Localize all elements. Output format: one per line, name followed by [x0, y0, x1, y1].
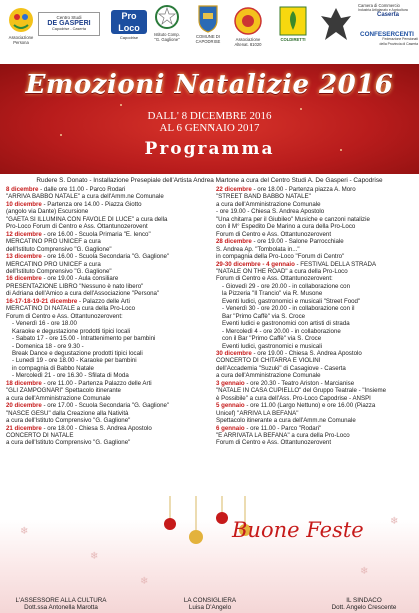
event-text: "E ARRIVATA LA BEFANA" a cura della Pro-Loco [216, 431, 350, 439]
istituto-line-1: Istituto Comp. [154, 32, 180, 37]
event-text: MERCATINO PRO UNICEF a cura [6, 238, 101, 246]
program-line [216, 186, 416, 193]
event-text: Eventi ludici e gastronomici con artisti di strada [222, 320, 350, 328]
signature-consigliera [160, 597, 260, 611]
event-text: - dalle ore 11.00 - Parco Rodari [38, 186, 126, 193]
program-line [6, 305, 206, 312]
eagle-emblem-icon [319, 4, 353, 44]
event-text: a cura dell'Amministrazione Comunale [6, 394, 111, 402]
program-line [6, 395, 206, 402]
comune-logo [190, 3, 226, 44]
program-line [216, 402, 416, 409]
event-date: 13 dicembre [6, 253, 42, 261]
event-text: con il M° Espedito De Marino a cura della Pro-Loco [216, 223, 356, 231]
event-date: 16-17-18-19-21 dicembre [6, 297, 78, 305]
program-line [216, 223, 416, 230]
sindaco-title: IL SINDACO [346, 597, 382, 604]
event-text: - ore 11.00 - Partenza Palazzo delle Arti [41, 379, 152, 387]
proloco-logo [111, 10, 147, 40]
event-text: dell'Accademia "Suzuki" di Casagiove - Caserta [216, 364, 346, 372]
event-text: - Mercoledì 4 - ore 20.00 - in collaborazione [222, 327, 341, 335]
program-line [216, 305, 416, 312]
program-line [6, 357, 206, 364]
event-date: 30 dicembre [216, 349, 252, 357]
persona-caption: Associazione Persona [8, 35, 34, 45]
event-date: 10 dicembre [6, 200, 42, 208]
consigliera-title: LA CONSIGLIERA [183, 597, 237, 604]
event-text: Eventi ludici, gastronomici e musicali "Street Food" [222, 297, 361, 305]
event-text: - ore 16.00 - Scuola Primaria "E. Ienco" [41, 230, 151, 238]
gasperi-line-2: DE GASPERI [47, 20, 91, 27]
programma-heading: Programma [144, 139, 275, 159]
event-text: Eventi ludici, gastronomici e musicali [222, 342, 322, 350]
event-text: a cura dell'Istituto Comprensivo "G. Gaglione" [6, 439, 131, 447]
program-line [216, 231, 416, 238]
program-line [216, 261, 416, 268]
event-text: - Domenica 18 - ore 9.30 - [12, 342, 84, 350]
program-line [216, 380, 416, 387]
event-date: 29-30 dicembre - 4 gennaio [216, 260, 295, 268]
program-line [216, 343, 416, 350]
event-text: - Venerdì 16 - ore 18.00 [12, 320, 77, 328]
program-line [216, 328, 416, 335]
event-title: Emozioni Natalizie 2016 [25, 70, 394, 100]
event-date: 20 dicembre [6, 402, 42, 410]
event-text: "Una chitarra per il Giubileo" Musiche e canzoni natalizie [216, 215, 370, 223]
event-text: Forum di Centro e Ass. Ottantunozerovent: [216, 275, 333, 283]
event-text: - ore 19.00 - Chiesa S. Andrea Apostolo [251, 349, 362, 357]
event-text: "GAETA SI ILLUMINA CON FAVOLE DI LUCE" a cura della [6, 215, 168, 223]
program-line [6, 320, 206, 327]
event-text: Bar "Primo Caffè" via S. Croce [222, 312, 306, 320]
event-date: 8 dicembre [6, 186, 39, 193]
intro-line: Rudere S. Donato - Installazione Presepiale dell'Artista Andrea Martone a cura del Centro Studi A. De Gasperi - Capodrise [36, 177, 383, 184]
event-text: a cura dell'Istituto Comprensivo "G. Gaglione" [6, 417, 131, 425]
program-column-right [216, 186, 416, 447]
program-line [216, 193, 416, 200]
event-text: CONCERTO DI NATALE [6, 431, 74, 439]
program-line [6, 216, 206, 223]
signature-sindaco [314, 597, 414, 611]
program-line [6, 223, 206, 230]
program-line [216, 253, 416, 260]
camera-line-2: Industria Artigianato e Agricoltura [358, 8, 408, 12]
date-end: AL 6 GENNAIO 2017 [159, 122, 260, 134]
altenat-icon [233, 6, 263, 36]
event-text: - Venerdì 30 - ore 20.00 - in collaborazione con il [222, 305, 355, 313]
event-text: dell'Istituto Comprensivo "G. Gaglione" [6, 267, 112, 275]
event-text: - ore 18.00 - Partenza piazza A. Moro [251, 186, 356, 193]
program-line [216, 238, 416, 245]
title-banner [0, 64, 419, 174]
program-line [6, 261, 206, 268]
program-line [6, 283, 206, 290]
event-text: - Palazzo delle Arti [77, 297, 130, 305]
program-line [6, 290, 206, 297]
program-line [216, 313, 416, 320]
coldiretti-logo [276, 6, 310, 42]
event-text: Forum di Centro e Ass. Ottantunozerovent [216, 230, 332, 238]
camera-line-1: Camera di Commercio [358, 3, 400, 8]
eagle-logo [318, 4, 354, 44]
event-text: "ARRIVA BABBO NATALE" a cura dell'Amm.ne Comunale [6, 193, 164, 201]
coldiretti-caption: COLDIRETTI [280, 37, 306, 42]
italy-emblem-icon [155, 3, 179, 31]
event-text: Pro-Loco Forum di Centro e Ass. Ottantunozerovent [6, 223, 148, 231]
confesercenti-sub-1: Federazione Pensionati [382, 37, 418, 41]
program-line [216, 417, 416, 424]
program-line [216, 425, 416, 432]
event-date: 22 dicembre [216, 186, 252, 193]
program-line [216, 439, 416, 446]
event-text: - ore 19.00 - Aula consiliare [41, 275, 119, 283]
event-text: Karaoke e degustazione prodotti tipici locali [12, 327, 131, 335]
istituto-logo [150, 3, 184, 42]
program-line [6, 246, 206, 253]
program-line [216, 290, 416, 297]
program-line [6, 238, 206, 245]
gasperi-line-3: Capodrise - Caserta [52, 27, 86, 31]
event-text: - ore 11.00 (Largo Nettuno) e ore 16.00 (Piazza [244, 402, 376, 410]
consigliera-name: Luisa D'Angelo [188, 604, 232, 611]
event-text: "NATALE ON THE ROAD" a cura della Pro-Loco [216, 267, 348, 275]
event-date: 21 dicembre [6, 424, 42, 432]
assessore-name: Dott.ssa Antonella Marotta [24, 604, 98, 611]
event-dates [0, 110, 419, 134]
event-text: in compagnia di Babbo Natale [12, 364, 94, 372]
program-line [216, 283, 416, 290]
event-text: - FESTIVAL DELLA STRADA [294, 260, 377, 268]
buone-feste: Buone Feste [232, 518, 364, 542]
event-text: a cura dell'Amministrazione Comunale [216, 372, 321, 380]
event-text: CONCERTO DI CHITARRA E VIOLINI [216, 357, 321, 365]
program-line [216, 372, 416, 379]
event-text: - ore 16.00 - Scuola Secondaria "G. Gaglione" [41, 253, 170, 261]
program-column-left [6, 186, 206, 447]
program-line [216, 432, 416, 439]
program-line [6, 275, 206, 282]
program-line [6, 193, 206, 200]
event-text: Break Dance e degustazione prodotti tipici locali [12, 349, 143, 357]
event-text: Forum di Centro e Ass. Ottantunozerovent: [6, 312, 123, 320]
program-line [216, 387, 416, 394]
program-line [6, 268, 206, 275]
footer: ❄ ❄ ❄ ❄ ❄ Buone Feste L'ASSESSORE ALLA CULTURA Dott.ssa Antonella Marotta LA CONSIGLIERA Luisa D'Angelo IL SINDACO Dott. Angelo Crescente [0, 496, 419, 613]
event-text: - Partenza ore 14.00 - Piazza Giotto [41, 200, 142, 208]
event-text: Spettacolo itinerante a cura dell'Amm.ne Comunale [216, 417, 356, 425]
event-date: 28 dicembre [216, 238, 252, 246]
altenat-line-2: Altenat. 81020 [234, 42, 262, 47]
program-line [216, 246, 416, 253]
event-date: 5 gennaio [216, 402, 245, 410]
event-text: Forum di Centro e Ass. Ottantunozerovent [216, 439, 332, 447]
altenat-line-1: Associazione [235, 37, 261, 42]
program-line [6, 410, 206, 417]
program-line [216, 410, 416, 417]
event-text: a cura dell'Amministrazione Comunale [216, 200, 321, 208]
program-line [6, 387, 206, 394]
event-text: - Sabato 17 - ore 15.00 - Intrattenimento per bambini [12, 335, 156, 343]
program-line [6, 380, 206, 387]
program-line [6, 335, 206, 342]
program-line [6, 425, 206, 432]
event-text: MERCATINO PRO UNICEF a cura [6, 260, 101, 268]
event-text: - Lunedì 19 - ore 18.00 - Karaoke per bambini [12, 357, 137, 365]
program-line [6, 402, 206, 409]
program-line [216, 275, 416, 282]
event-text: PRESENTAZIONE LIBRO "Nessuno è nato libero" [6, 282, 144, 290]
program-line [6, 365, 206, 372]
event-text: S. Andrea Ap. "Tombolata in..." [216, 245, 300, 253]
confesercenti-text: CONFESERCENTI [360, 31, 414, 38]
gasperi-line-1: Centro Studi [56, 15, 82, 20]
program-line [6, 201, 206, 208]
event-text: "STREET BAND BABBO NATALE" [216, 193, 311, 201]
program-line [6, 186, 206, 193]
program-line [6, 372, 206, 379]
program-line [216, 320, 416, 327]
event-text: (angolo via Dante) Escursione [6, 208, 89, 216]
event-text: "GLI ZAMPOGNARI" Spettacolo itinerante [6, 387, 121, 395]
program-line [216, 357, 416, 364]
program-line [6, 439, 206, 446]
event-date: 18 dicembre [6, 379, 42, 387]
program-line [6, 313, 206, 320]
altenat-logo [230, 6, 266, 47]
event-text: è Possibile" a cura dell'Ass. Pro-Loco Capodrise - ANSPI [216, 394, 371, 402]
program-line [216, 335, 416, 342]
program-line [6, 208, 206, 215]
program-line [6, 343, 206, 350]
coldiretti-icon [279, 6, 307, 36]
sindaco-name: Dott. Angelo Crescente [331, 604, 397, 611]
camera-line-3: Caserta [376, 12, 399, 18]
event-date: 16 dicembre [6, 275, 42, 283]
event-text: "NASCE GESÙ" dalla Creazione alla Natività [6, 409, 129, 417]
event-text: - ore 19.00 - Salone Parrocchiale [251, 238, 344, 246]
program-line [216, 365, 416, 372]
event-text: la Pizzeria "Il Trancio" via R. Musone [222, 290, 323, 298]
event-text: - ore 11.00 - Parco "Rodari" [244, 424, 322, 432]
program-content [6, 186, 413, 496]
event-date: 3 gennaio [216, 379, 245, 387]
proloco-badge: Pro Loco [111, 10, 147, 34]
persona-icon [7, 6, 35, 34]
persona-logo [4, 6, 38, 45]
event-text: dell'Istituto Comprensivo "G. Gaglione" [6, 245, 112, 253]
program-line [6, 350, 206, 357]
event-text: in compagnia della Pro-Loco "Forum di Centro" [216, 253, 345, 261]
event-text: - Giovedì 29 - ore 20.00 - in collaborazione con [222, 282, 351, 290]
program-line [216, 216, 416, 223]
istituto-line-2: "G. Gaglione" [154, 37, 180, 42]
program-line [6, 328, 206, 335]
event-date: 6 gennaio [216, 424, 245, 432]
event-text: con il Bar "Primo Caffè" via S. Croce [222, 335, 322, 343]
event-text: MERCATINO DI NATALE a cura della Pro-Loco [6, 305, 135, 313]
event-text: "NATALE IN CASA CUPIELLO" del Gruppo Teatrale - "Insieme [216, 387, 387, 395]
event-text: - Mercoledì 21 - ore 16.30 - Sfilata di Moda [12, 372, 129, 380]
program-line [6, 432, 206, 439]
date-start: DALL' 8 DICEMBRE 2016 [147, 110, 272, 122]
event-text: di Adriana dell'Amico a cura dell'Associazione "Persona" [6, 290, 160, 298]
program-line [216, 268, 416, 275]
event-text: - ore 19.00 - Chiesa S. Andrea Apostolo [216, 208, 325, 216]
program-line [216, 201, 416, 208]
gasperi-logo [38, 12, 100, 36]
confesercenti-logo [356, 32, 418, 47]
comune-line-1: COMUNE DI [196, 34, 220, 39]
comune-line-2: CAPODRISE [195, 39, 221, 44]
assessore-title: L'ASSESSORE ALLA CULTURA [15, 597, 107, 604]
event-text: - ore 20.30 - Teatro Ariston - Marcianise [244, 379, 355, 387]
program-line [216, 208, 416, 215]
logo-strip [0, 0, 419, 64]
program-line [6, 417, 206, 424]
program-line [6, 253, 206, 260]
confesercenti-sub-2: della Provincia di Caserta [379, 42, 418, 46]
program-line [216, 350, 416, 357]
city-crest-icon [197, 3, 219, 33]
event-text: Unicef) "ARRIVA LA BEFANA" [216, 409, 299, 417]
event-text: - ore 18.00 - Chiesa S. Andrea Apostolo [41, 424, 152, 432]
program-line [6, 231, 206, 238]
program-line [216, 395, 416, 402]
signature-assessore [6, 597, 116, 611]
program-line [216, 298, 416, 305]
event-text: - ore 17.00 - Scuola Secondaria "G. Gaglione" [41, 402, 170, 410]
camera-logo [358, 3, 418, 18]
proloco-sub: Capodrise [119, 35, 139, 40]
event-date: 12 dicembre [6, 230, 42, 238]
program-line [6, 298, 206, 305]
